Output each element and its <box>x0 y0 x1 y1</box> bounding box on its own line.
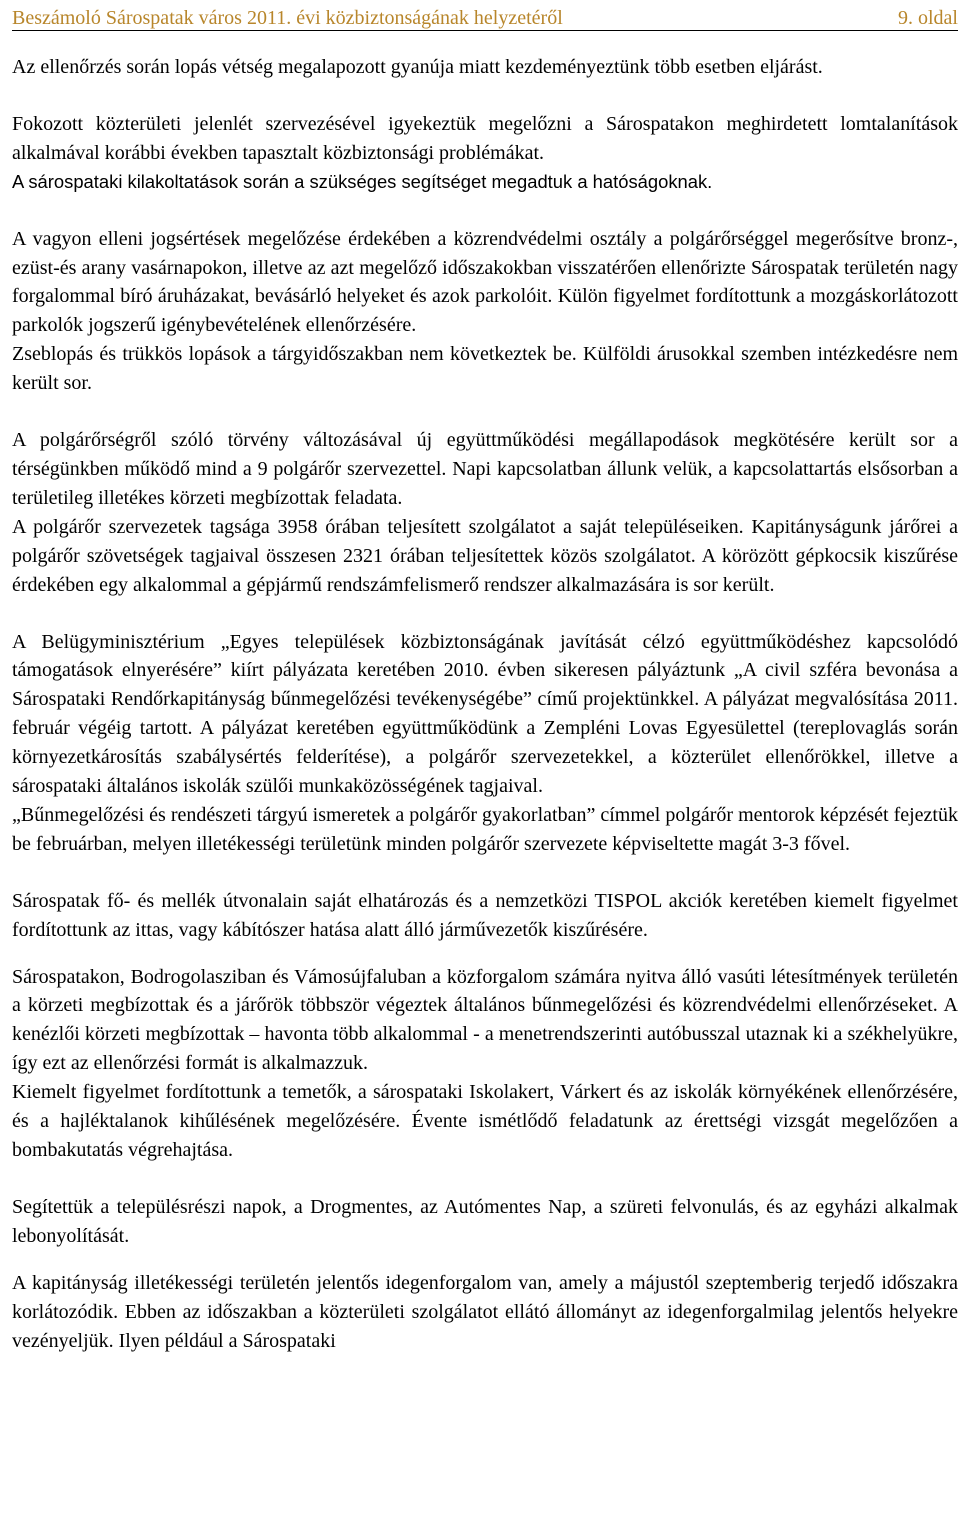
paragraph: A sárospataki kilakoltatások során a szükséges segítséget megadtuk a hatóságoknak. <box>12 170 713 192</box>
page-header <box>12 0 958 31</box>
header-title: Beszámoló Sárospatak város 2011. évi közbiztonságának helyzetéről <box>12 7 563 29</box>
paragraph: Zseblopás és trükkös lopások a tárgyidőszakban nem következtek be. Külföldi árusokkal szemben intézkedésre nem került sor. <box>12 343 958 395</box>
paragraph: Segítettük a településrészi napok, a Drogmentes, az Autómentes Nap, a szüreti felvonulás, és az egyházi alkalmak lebonyolítását. <box>12 1195 958 1247</box>
paragraph: Az ellenőrzés során lopás vétség megalapozott gyanúja miatt kezdeményeztünk több esetben eljárást. <box>12 56 823 78</box>
paragraph: A vagyon elleni jogsértések megelőzése érdekében a közrendvédelmi osztály a polgárőrséggel megerősítve bronz-, ezüst-és arany vasárnapokon, illetve az azt megelőző időszakokban visszatérően ellenőrizte Sárospatak területén nagy forgalommal bíró áruházakat, bevásárló helyeket és azok parkolóit. Külön figyelmet fordítottunk a mozgáskorlátozott parkolók jogszerű igénybevételének ellenőrzésére. <box>12 227 958 337</box>
paragraph: A polgárőr szervezetek tagsága 3958 órában teljesített szolgálatot a saját településeiken. Kapitányságunk járőrei a polgárőr szövetségek tagjaival összesen 2321 órában teljesítettek közös szolgálatot. A körözött gépkocsik kiszűrése érdekében egy alkalommal a gépjármű rendszámfelismerő rendszer alkalmazására is sor került. <box>12 515 958 596</box>
document-body <box>12 31 958 1355</box>
paragraph: Kiemelt figyelmet fordítottunk a temetők, a sárospataki Iskolakert, Várkert és az iskolák környékének ellenőrzésére, és a hajléktalanok kihűlésének megelőzésére. Évente ismétlődő feladatunk az érettségi vizsgát megelőzően a bombakutatás végrehajtása. <box>12 1081 958 1161</box>
paragraph: A kapitányság illetékességi területén jelentős idegenforgalom van, amely a májustól szeptemberig terjedő időszakra korlátozódik. Ebben az időszakban a közterületi szolgálatot ellátó állományt az idegenforgalmilag jelentős helyekre vezényeljük. Ilyen például a Sárospataki <box>12 1271 958 1352</box>
paragraph: „Bűnmegelőzési és rendészeti tárgyú ismeretek a polgárőr gyakorlatban” címmel polgárőr mentorok képzését fejeztük be februárban, melyen illetékességi területünk minden polgárőr szervezete képviseltette magát 3-3 fővel. <box>12 803 958 855</box>
document-page <box>12 0 958 1355</box>
paragraph: Sárospatak fő- és mellék útvonalain saját elhatározás és a nemzetközi TISPOL akciók keretében kiemelt figyelmet fordítottunk az ittas, vagy kábítószer hatása alatt álló járművezetők kiszűrésére. <box>12 889 958 941</box>
paragraph: A polgárőrségről szóló törvény változásával új együttműködési megállapodások megkötésére került sor a térségünkben működő mind a 9 polgárőr szervezettel. Napi kapcsolatban állunk velük, a kapcsolattartás elsősorban a területileg illetékes körzeti megbízottak feladata. <box>12 429 958 509</box>
paragraph: A Belügyminisztérium „Egyes települések közbiztonságának javítását célzó együttműködéshez kapcsolódó támogatások elnyerésére” kiírt pályázata keretében 2010. évben sikeresen pályáztunk „A civil szféra bevonása a Sárospataki Rendőrkapitányság bűnmegelőzési tevékenységébe” című projektünkkel. A pályázat megvalósítása 2011. február végéig tartott. A pályázat keretében együttműködünk a Zempléni Lovas Egyesülettel (tereplovaglás során környezetkárosítás szabálysértés felderítése), a polgárőr szervezetekkel, a közterület ellenőrökkel, illetve a sárospataki általános iskolák szülői munkaközösségének tagjaival. <box>12 630 958 798</box>
paragraph: Fokozott közterületi jelenlét szervezésével igyekeztük megelőzni a Sárospatakon meghirdetett lomtalanítások alkalmával korábbi években tapasztalt közbiztonsági problémákat. <box>12 112 958 164</box>
page-number: 9. oldal <box>898 7 958 29</box>
paragraph: Sárospatakon, Bodrogolasziban és Vámosújfaluban a közforgalom számára nyitva álló vasúti létesítmények területén a körzeti megbízottak és a járőrök többször végeztek általános bűnmegelőzési és közrendvédelmi ellenőrzéseket. A kenézlői körzeti megbízottak – havonta több alkalommal - a menetrendszerinti autóbusszal utaznak ki a székhelyükre, így ezt az ellenőrzési formát is alkalmazzuk. <box>12 965 958 1075</box>
